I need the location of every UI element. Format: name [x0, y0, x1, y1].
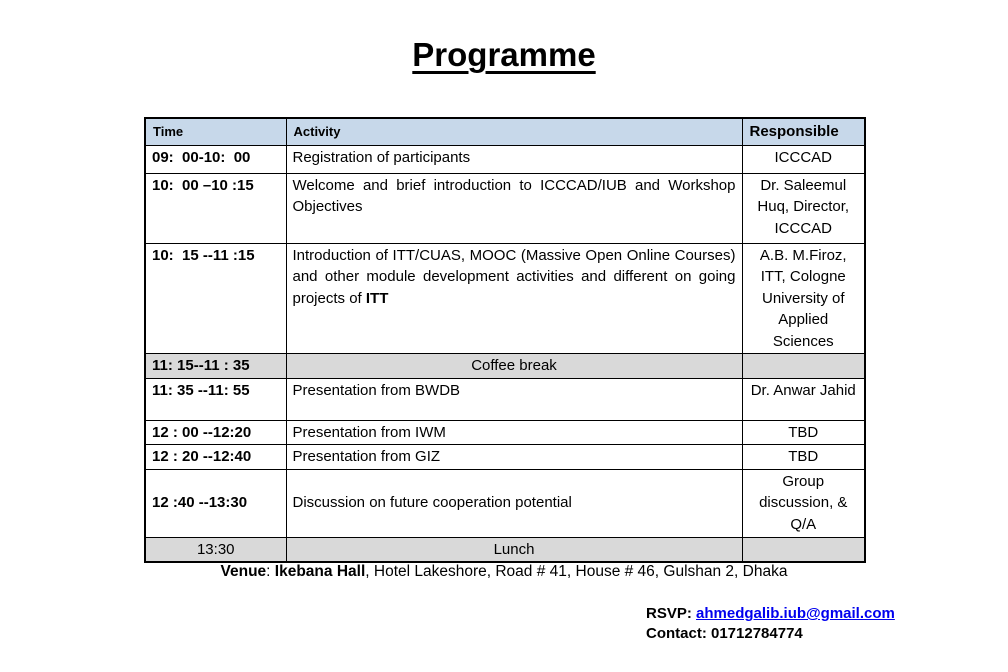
- contact-label: Contact:: [646, 625, 707, 642]
- time-cell: 12 : 20 --12:40: [145, 445, 286, 470]
- table-row: [145, 420, 865, 445]
- rsvp-line: [646, 604, 895, 624]
- table-row: [145, 173, 865, 243]
- time-cell: 11: 15--11 : 35: [145, 354, 286, 379]
- responsible-cell: A.B. M.Firoz, ITT, Cologne University of Applied Sciences: [742, 243, 865, 354]
- header-row: [145, 118, 865, 145]
- responsible-cell: Dr. Saleemul Huq, Director, ICCCAD: [742, 173, 865, 243]
- activity-cell: Presentation from BWDB: [286, 378, 742, 420]
- time-cell: 10: 15 --11 :15: [145, 243, 286, 354]
- page-title-text: Programme: [412, 36, 596, 73]
- responsible-cell: TBD: [742, 445, 865, 470]
- responsible-cell: Dr. Anwar Jahid: [742, 378, 865, 420]
- activity-cell: Coffee break: [286, 354, 742, 379]
- column-header-responsible: Responsible: [742, 118, 865, 145]
- time-cell: 10: 00 –10 :15: [145, 173, 286, 243]
- venue-separator: :: [266, 563, 275, 580]
- responsible-cell: ICCCAD: [742, 145, 865, 173]
- venue-name: Ikebana Hall: [274, 563, 366, 580]
- responsible-cell: TBD: [742, 420, 865, 445]
- time-cell: 09: 00-10: 00: [145, 145, 286, 173]
- venue-line: [0, 563, 1008, 581]
- activity-cell: Welcome and brief introduction to ICCCAD/IUB and Workshop Objectives: [286, 173, 742, 243]
- activity-cell: [286, 243, 742, 354]
- activity-text: Introduction of ITT/CUAS, MOOC (Massive Open Online Courses) and other module development activities and different on going projects of: [292, 246, 736, 307]
- table-row-lunch: [145, 537, 865, 562]
- activity-cell: Presentation from GIZ: [286, 445, 742, 470]
- responsible-cell: Group discussion, & Q/A: [742, 469, 865, 537]
- table-row: [145, 145, 865, 173]
- venue-label: Venue: [220, 563, 267, 580]
- time-cell: 12 :40 --13:30: [145, 469, 286, 537]
- table-row: [145, 243, 865, 354]
- activity-cell: Lunch: [286, 537, 742, 562]
- table-row: [145, 378, 865, 420]
- time-cell: 11: 35 --11: 55: [145, 378, 286, 420]
- rsvp-email-link[interactable]: ahmedgalib.iub@gmail.com: [696, 605, 895, 622]
- column-header-time: Time: [145, 118, 286, 145]
- time-cell: 12 : 00 --12:20: [145, 420, 286, 445]
- activity-cell: Presentation from IWM: [286, 420, 742, 445]
- contact-number: 01712784774: [711, 625, 803, 642]
- table-row-coffee-break: [145, 354, 865, 379]
- time-cell: 13:30: [145, 537, 286, 562]
- table-row: [145, 469, 865, 537]
- table-row: [145, 445, 865, 470]
- page-title: [0, 36, 1008, 74]
- venue-address: , Hotel Lakeshore, Road # 41, House # 46, Gulshan 2, Dhaka: [365, 563, 788, 580]
- activity-cell: Registration of participants: [286, 145, 742, 173]
- contact-line: [646, 624, 895, 644]
- rsvp-label: RSVP:: [646, 605, 692, 622]
- column-header-activity: Activity: [286, 118, 742, 145]
- activity-cell: Discussion on future cooperation potential: [286, 469, 742, 537]
- programme-table: [144, 117, 866, 563]
- rsvp-block: [646, 604, 895, 644]
- activity-text-bold: ITT: [365, 289, 389, 307]
- responsible-cell: [742, 354, 865, 379]
- responsible-cell: [742, 537, 865, 562]
